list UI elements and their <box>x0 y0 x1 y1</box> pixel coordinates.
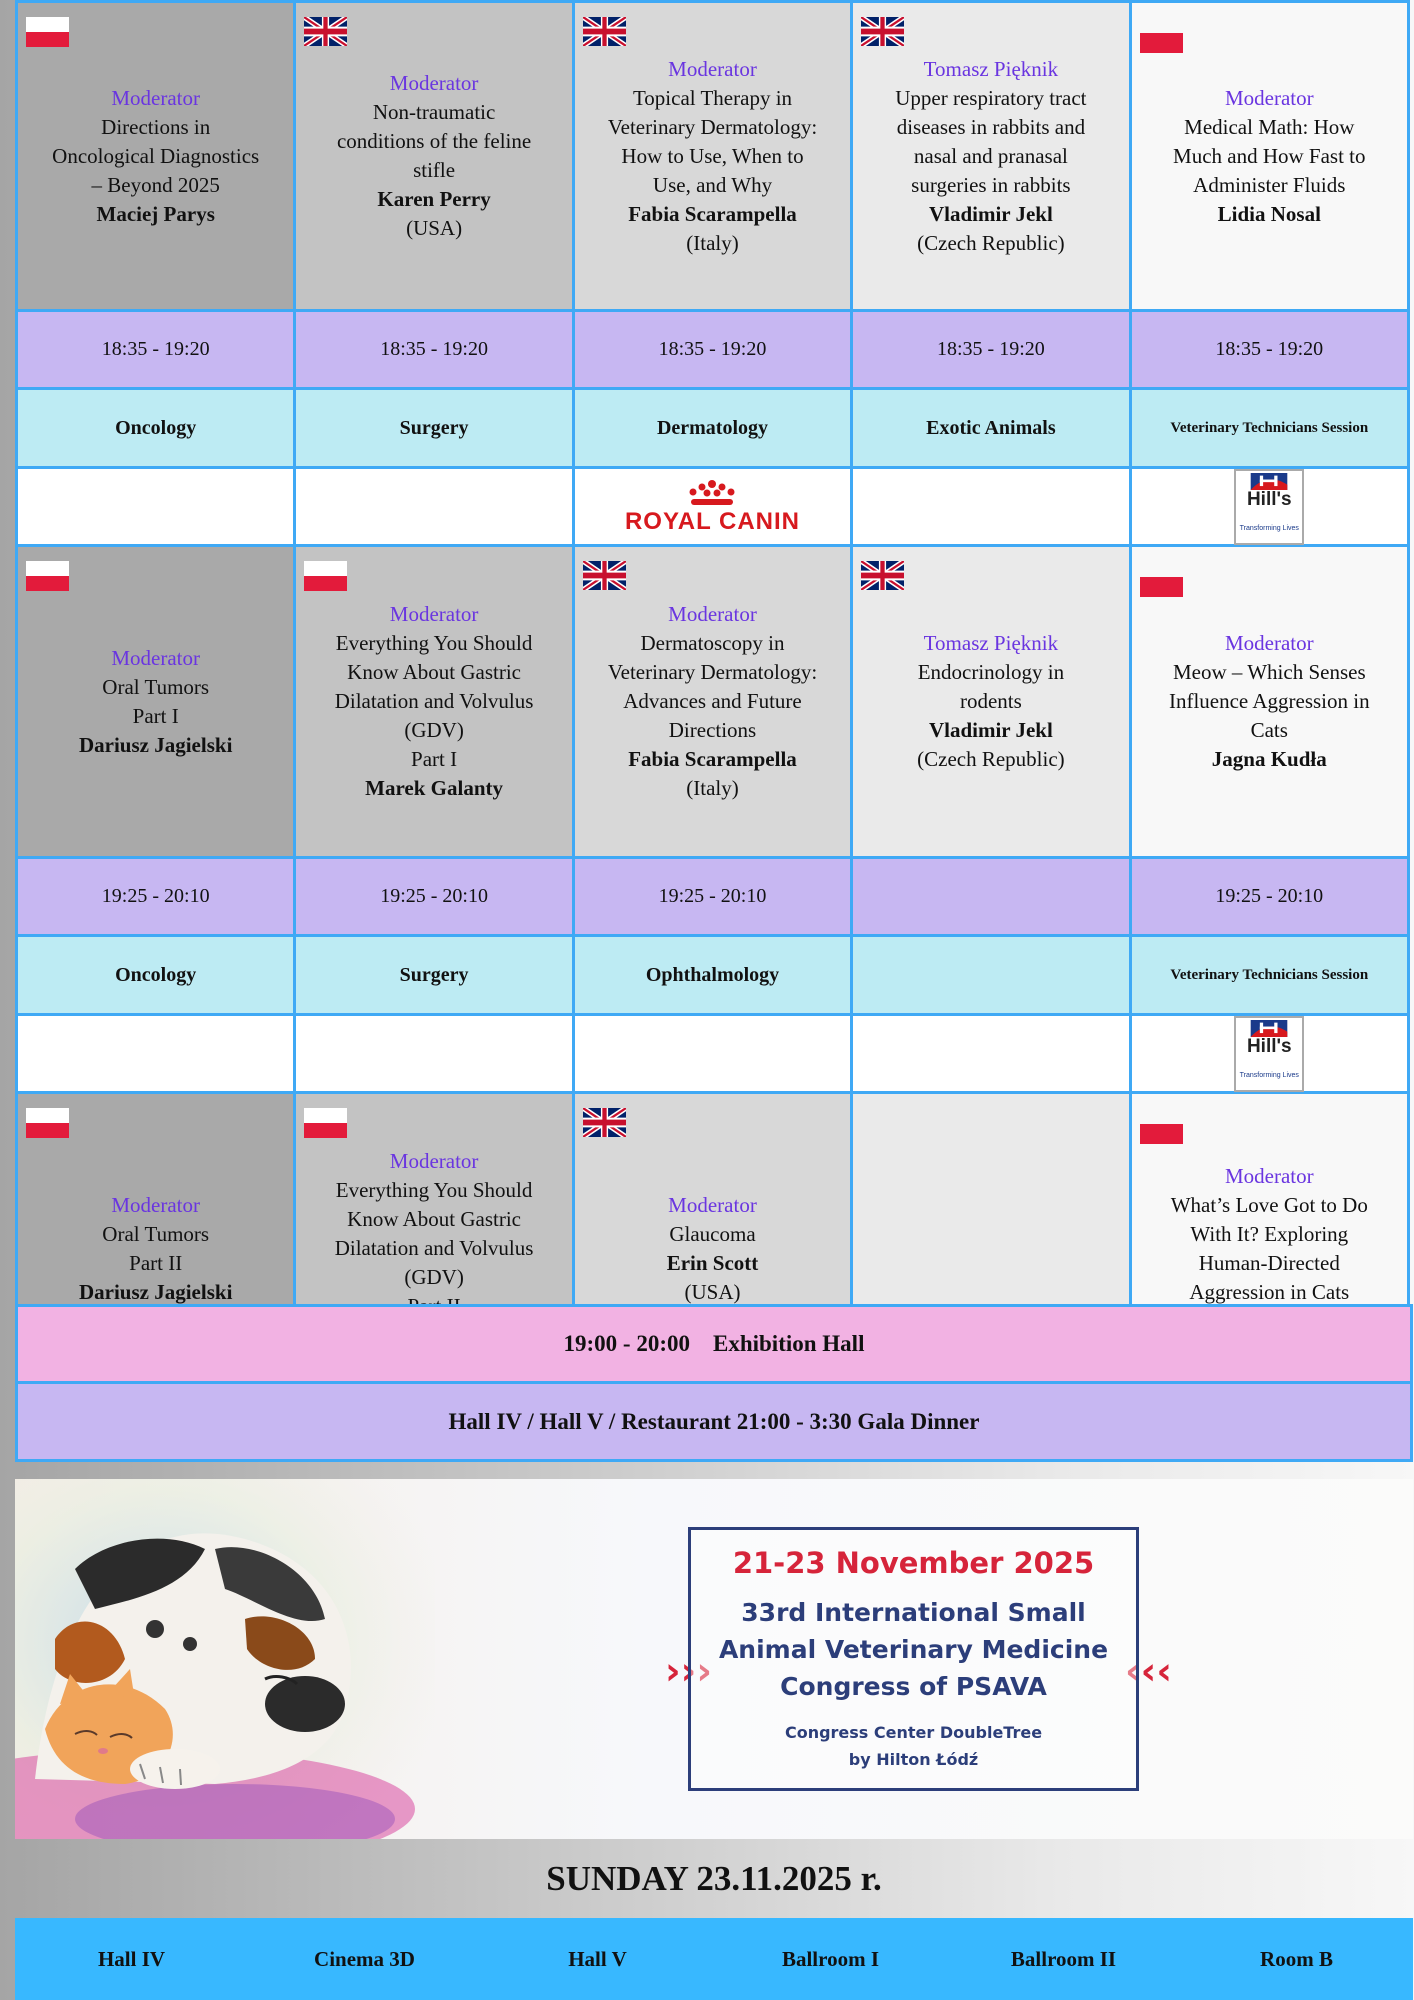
talk-text-line: Endocrinology in <box>917 660 1065 684</box>
talk-text-line: Oral Tumors <box>102 674 210 699</box>
hall-header: Ballroom II <box>1010 1946 1117 1971</box>
talk-text-line: Know About Gastric <box>347 1207 521 1231</box>
talk-text-line: Much and How Fast to <box>1173 143 1366 168</box>
speaker-name: Jagna Kudła <box>1211 747 1327 771</box>
hall-header: Room B <box>1260 1946 1333 1971</box>
speaker-name: Erin Scott <box>666 1250 759 1275</box>
moderator-label: Moderator <box>1224 85 1314 110</box>
uk-flag-icon <box>861 561 904 590</box>
talk-text-line: (USA) <box>406 216 463 240</box>
sponsor-cell <box>296 469 574 547</box>
uk-flag-icon <box>583 1108 626 1137</box>
speaker-name: Lidia Nosal <box>1217 201 1321 226</box>
talk-text-line: Part I <box>411 747 458 771</box>
talk-text-line: Topical Therapy in <box>632 85 793 110</box>
day-heading: SUNDAY 23.11.2025 r. <box>546 1859 882 1898</box>
congress-title-line: Animal Veterinary Medicine <box>718 1634 1109 1664</box>
hills-text: Hill's <box>1246 1035 1292 1057</box>
congress-venue-line: by Hilton Łódź <box>848 1749 979 1769</box>
congress-venue-line: Congress Center DoubleTree <box>784 1722 1043 1742</box>
time-cell: 18:35 - 19:20 <box>296 312 574 390</box>
category-cell: Oncology <box>18 390 296 469</box>
time-cell: 19:25 - 20:10 <box>296 859 574 937</box>
time-cell: 18:35 - 19:20 <box>575 312 853 390</box>
poland-flag-icon <box>304 1108 347 1138</box>
talk-text-line: Glaucoma <box>669 1221 756 1246</box>
moderator-label: Moderator <box>389 71 479 95</box>
moderator-label: Tomasz Pięknik <box>923 56 1059 81</box>
time-cell: 18:35 - 19:20 <box>18 312 296 390</box>
talk-text-line: Dermatoscopy in <box>640 631 785 655</box>
crown-icon <box>677 479 747 509</box>
moderator-label: Moderator <box>668 602 757 626</box>
talk-text-line: Know About Gastric <box>347 660 521 684</box>
uk-flag-icon <box>583 561 626 590</box>
time-cell: 18:35 - 19:20 <box>853 312 1131 390</box>
talk-text-line: Medical Math: How <box>1184 114 1355 139</box>
hall-header: Cinema 3D <box>314 1946 415 1971</box>
poland-flag-icon <box>26 1108 69 1138</box>
time-cell: 18:35 - 19:20 <box>1132 312 1410 390</box>
talk-text-line: diseases in rabbits and <box>896 114 1086 139</box>
moderator-label: Moderator <box>111 645 201 670</box>
talk-text-line: – Beyond 2025 <box>91 172 220 197</box>
time-cell: 19:25 - 20:10 <box>1132 859 1410 937</box>
hills-mark-icon <box>1241 473 1297 490</box>
speaker-name: Karen Perry <box>377 187 491 211</box>
hall-header: Hall V <box>568 1946 627 1971</box>
talk-text-line: Aggression in Cats <box>1189 1279 1350 1304</box>
talk-text-line: (Italy) <box>686 230 739 255</box>
talk-text-line: (Czech Republic) <box>917 747 1065 771</box>
hills-tagline: Transforming Lives <box>1239 1071 1299 1079</box>
category-cell: Surgery <box>296 937 574 1016</box>
hills-logo <box>1234 1016 1304 1092</box>
poland-flag-icon <box>1140 577 1183 597</box>
talk-text-line: Upper respiratory tract <box>895 85 1087 110</box>
talk-text-line: Dilatation and Volvulus <box>334 689 534 713</box>
talk-text-line: (Italy) <box>686 776 739 800</box>
speaker-name: Maciej Parys <box>96 201 215 226</box>
moderator-label: Tomasz Pięknik <box>923 631 1059 655</box>
talk-cell <box>18 0 296 312</box>
talk-text-line: With It? Exploring <box>1190 1221 1349 1246</box>
left-chevron-icon: ››› <box>665 1649 712 1693</box>
poland-flag-icon <box>26 17 69 47</box>
uk-flag-icon <box>304 17 347 46</box>
talk-text-line: Directions <box>668 718 757 742</box>
hills-logo <box>1234 469 1304 545</box>
sponsor-cell <box>853 469 1131 547</box>
speaker-name: Dariusz Jagielski <box>78 732 233 757</box>
right-chevron-icon: ‹‹‹ <box>1125 1649 1172 1693</box>
schedule-grid <box>15 0 1410 1406</box>
gala-band <box>15 1384 1413 1462</box>
speaker-name: Vladimir Jekl <box>928 201 1053 226</box>
talk-text-line: What’s Love Got to Do <box>1170 1192 1368 1217</box>
talk-text-line: Dilatation and Volvulus <box>334 1236 534 1260</box>
talk-cell <box>296 0 574 312</box>
category-cell: Exotic Animals <box>853 390 1131 469</box>
speaker-name: Fabia Scarampella <box>628 747 797 771</box>
exhibition-band <box>15 1304 1413 1384</box>
talk-text-line: (GDV) <box>404 718 464 742</box>
talk-cell <box>1132 0 1410 312</box>
moderator-label: Moderator <box>389 1149 479 1173</box>
talk-cell <box>575 547 853 859</box>
talk-text-line: Meow – Which Senses <box>1172 660 1366 684</box>
speaker-name: Fabia Scarampella <box>628 201 797 226</box>
congress-title-line: Congress of PSAVA <box>780 1671 1047 1701</box>
hall-header-row <box>15 1918 1413 2000</box>
category-cell: Oncology <box>18 937 296 1016</box>
talk-text-line: rodents <box>959 689 1022 713</box>
uk-flag-icon <box>583 17 626 46</box>
talk-cell <box>853 547 1131 859</box>
category-cell: Veterinary Technicians Session <box>1132 937 1410 1016</box>
sponsor-cell <box>1132 1016 1410 1094</box>
hills-tagline: Transforming Lives <box>1239 524 1299 532</box>
category-cell: Dermatology <box>575 390 853 469</box>
talk-text-line: Oral Tumors <box>102 1221 210 1246</box>
moderator-label: Moderator <box>1224 1163 1314 1188</box>
talk-text-line: conditions of the feline <box>336 129 532 153</box>
talk-text-line: Veterinary Dermatology: <box>607 660 818 684</box>
talk-text-line: nasal and pranasal <box>913 143 1068 168</box>
hall-header: Hall IV <box>97 1946 166 1971</box>
hills-mark-icon <box>1241 1020 1297 1037</box>
talk-text-line: stifle <box>413 158 456 182</box>
talk-text-line: Everything You Should <box>335 1178 533 1202</box>
moderator-label: Moderator <box>668 1192 757 1217</box>
poland-flag-icon <box>26 561 69 591</box>
poland-flag-icon <box>1140 33 1183 53</box>
speaker-name: Vladimir Jekl <box>928 718 1053 742</box>
category-cell: Surgery <box>296 390 574 469</box>
hall-header: Ballroom I <box>781 1946 880 1971</box>
congress-dates: 21-23 November 2025 <box>732 1545 1095 1580</box>
talk-text-line: Non-traumatic <box>372 100 496 124</box>
sponsor-cell <box>1132 469 1410 547</box>
talk-cell <box>18 547 296 859</box>
talk-text-line: Veterinary Dermatology: <box>607 114 818 139</box>
talk-text-line: How to Use, When to <box>621 143 804 168</box>
sponsor-cell <box>18 469 296 547</box>
talk-text-line: Human-Directed <box>1198 1250 1340 1275</box>
talk-text-line: Cats <box>1250 718 1288 742</box>
royal-canin-logo <box>625 479 800 535</box>
sponsor-cell <box>296 1016 574 1094</box>
dog-cat-illustration <box>15 1479 435 1839</box>
time-cell: 19:25 - 20:10 <box>575 859 853 937</box>
uk-flag-icon <box>861 17 904 46</box>
royal-canin-text: ROYAL CANIN <box>624 507 800 535</box>
category-cell <box>853 937 1131 1016</box>
talk-text-line: Administer Fluids <box>1193 172 1346 197</box>
category-cell: Veterinary Technicians Session <box>1132 390 1410 469</box>
talk-text-line: Part I <box>132 703 179 728</box>
talk-text-line: Part II <box>129 1250 183 1275</box>
time-cell <box>853 859 1131 937</box>
moderator-label: Moderator <box>668 56 757 81</box>
moderator-label: Moderator <box>111 1192 201 1217</box>
moderator-label: Moderator <box>389 602 479 626</box>
talk-cell <box>1132 547 1410 859</box>
moderator-label: Moderator <box>111 85 201 110</box>
category-cell: Ophthalmology <box>575 937 853 1016</box>
talk-cell <box>853 0 1131 312</box>
sponsor-cell <box>575 469 853 547</box>
sponsor-cell <box>575 1016 853 1094</box>
talk-text-line: Advances and Future <box>623 689 802 713</box>
speaker-name: Marek Galanty <box>365 776 504 800</box>
moderator-label: Moderator <box>1224 631 1314 655</box>
time-cell: 19:25 - 20:10 <box>18 859 296 937</box>
talk-cell <box>575 0 853 312</box>
gala-text: Hall IV / Hall V / Restaurant 21:00 - 3:30 Gala Dinner <box>448 1408 980 1434</box>
talk-text-line: (USA) <box>684 1279 741 1304</box>
talk-text-line: Everything You Should <box>335 631 533 655</box>
sponsor-cell <box>18 1016 296 1094</box>
congress-banner <box>15 1479 1413 1839</box>
congress-title-line: 33rd International Small <box>741 1597 1086 1627</box>
sponsor-cell <box>853 1016 1131 1094</box>
talk-cell <box>296 547 574 859</box>
hills-text: Hill's <box>1246 488 1292 510</box>
talk-text-line: Use, and Why <box>652 172 773 197</box>
speaker-name: Dariusz Jagielski <box>78 1279 233 1304</box>
talk-text-line: Oncological Diagnostics <box>52 143 260 168</box>
talk-text-line: Directions in <box>101 114 211 139</box>
talk-text-line: (Czech Republic) <box>917 230 1065 255</box>
talk-text-line: surgeries in rabbits <box>911 172 1071 197</box>
congress-info-box <box>688 1527 1139 1791</box>
poland-flag-icon <box>1140 1124 1183 1144</box>
poland-flag-icon <box>304 561 347 591</box>
talk-text-line: (GDV) <box>404 1265 464 1289</box>
exhibition-text: 19:00 - 20:00 Exhibition Hall <box>563 1331 865 1356</box>
talk-text-line: Influence Aggression in <box>1168 689 1370 713</box>
